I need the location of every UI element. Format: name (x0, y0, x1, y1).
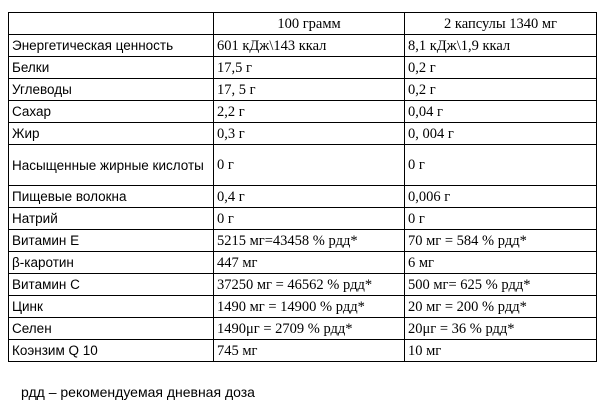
footnote: рдд – рекомендуемая дневная доза (21, 384, 255, 400)
row-label: Цинк (9, 296, 214, 318)
row-label: Селен (9, 318, 214, 340)
table-row (9, 274, 597, 296)
row-label: Жир (9, 123, 214, 145)
cell-per2caps: 20μг = 36 % рдд* (405, 318, 597, 340)
cell-per100: 17, 5 г (214, 79, 405, 101)
cell-per100: 447 мг (214, 252, 405, 274)
table-row (9, 186, 597, 208)
table-row (9, 123, 597, 145)
cell-per100: 0 г (214, 145, 405, 186)
cell-per100: 0,4 г (214, 186, 405, 208)
cell-per2caps: 0,006 г (405, 186, 597, 208)
header-cell-100g: 100 грамм (214, 13, 405, 35)
row-label: Сахар (9, 101, 214, 123)
cell-per2caps: 0,2 г (405, 57, 597, 79)
header-cell-2caps: 2 капсулы 1340 мг (405, 13, 597, 35)
table-row (9, 208, 597, 230)
cell-per2caps: 500 мг= 625 % рдд* (405, 274, 597, 296)
row-label: Углеводы (9, 79, 214, 101)
row-label: Витамин C (9, 274, 214, 296)
row-label: Энергетическая ценность (9, 35, 214, 57)
row-label: Коэнзим Q 10 (9, 340, 214, 362)
table-row (9, 35, 597, 57)
cell-per100: 0,3 г (214, 123, 405, 145)
cell-per2caps: 0,2 г (405, 79, 597, 101)
row-label: Насыщенные жирные кислоты (9, 145, 214, 186)
table-row (9, 318, 597, 340)
cell-per2caps: 70 мг = 584 % рдд* (405, 230, 597, 252)
cell-per100: 2,2 г (214, 101, 405, 123)
cell-per2caps: 8,1 кДж\1,9 ккал (405, 35, 597, 57)
table-row (9, 145, 597, 186)
table-row (9, 101, 597, 123)
table-row (9, 79, 597, 101)
cell-per100: 5215 мг=43458 % рдд* (214, 230, 405, 252)
cell-per100: 0 г (214, 208, 405, 230)
cell-per2caps: 6 мг (405, 252, 597, 274)
cell-per100: 17,5 г (214, 57, 405, 79)
cell-per100: 1490 мг = 14900 % рдд* (214, 296, 405, 318)
table-row (9, 296, 597, 318)
table-row (9, 252, 597, 274)
cell-per2caps: 0, 004 г (405, 123, 597, 145)
cell-per2caps: 0 г (405, 145, 597, 186)
table-row (9, 57, 597, 79)
cell-per100: 745 мг (214, 340, 405, 362)
cell-per100: 601 кДж\143 ккал (214, 35, 405, 57)
header-cell-empty (9, 13, 214, 35)
table-row (9, 230, 597, 252)
nutrition-table (8, 12, 597, 362)
cell-per2caps: 0,04 г (405, 101, 597, 123)
row-label: Витамин E (9, 230, 214, 252)
row-label: Натрий (9, 208, 214, 230)
table-header-row (9, 13, 597, 35)
row-label: Пищевые волокна (9, 186, 214, 208)
row-label: β-каротин (9, 252, 214, 274)
cell-per2caps: 20 мг = 200 % рдд* (405, 296, 597, 318)
cell-per2caps: 0 г (405, 208, 597, 230)
table-row (9, 340, 597, 362)
row-label: Белки (9, 57, 214, 79)
cell-per2caps: 10 мг (405, 340, 597, 362)
cell-per100: 37250 мг = 46562 % рдд* (214, 274, 405, 296)
cell-per100: 1490μг = 2709 % рдд* (214, 318, 405, 340)
